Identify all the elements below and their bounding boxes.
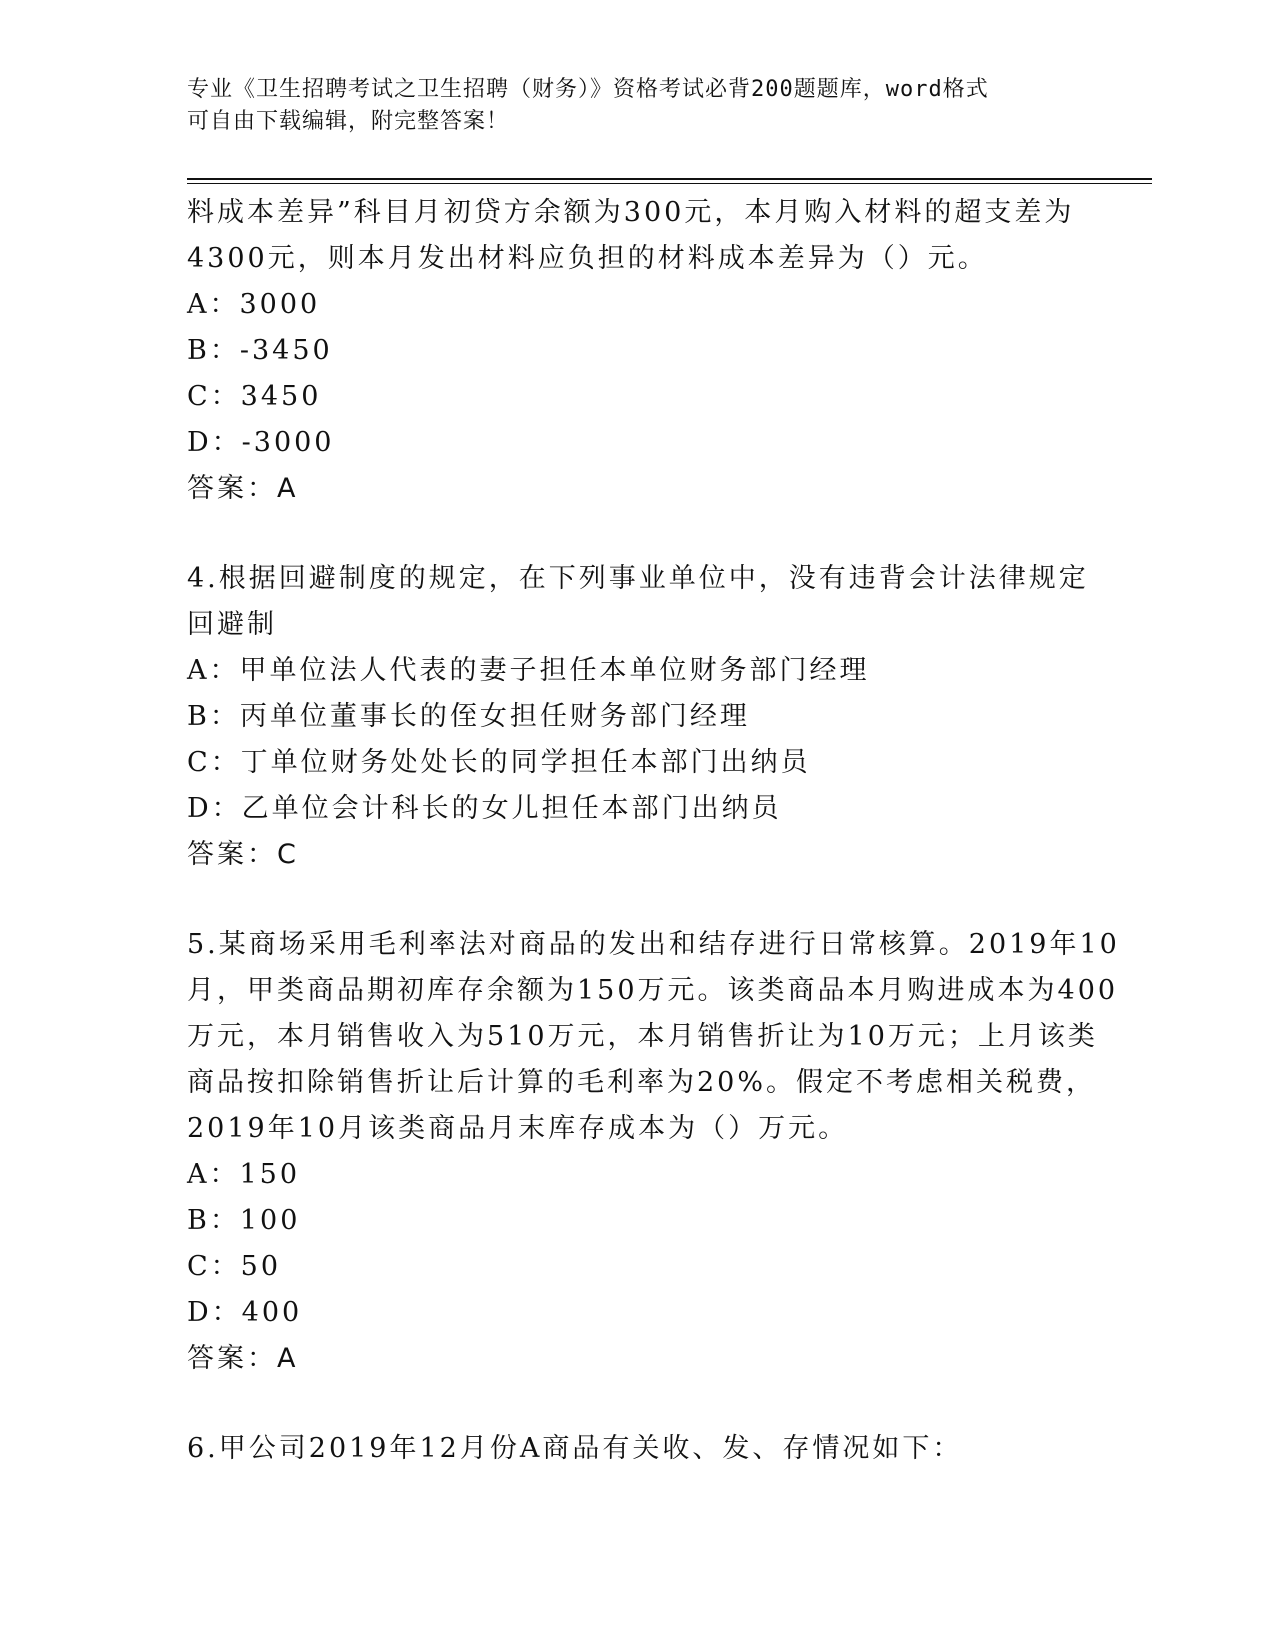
question-stem-line: 料成本差异”科目月初贷方余额为300元，本月购入材料的超支差为 <box>187 197 1075 228</box>
question-6 <box>187 1426 1087 1472</box>
question-stem-line: 6.甲公司2019年12月份A商品有关收、发、存情况如下： <box>187 1433 963 1464</box>
header-line-2: 可自由下载编辑，附完整答案！ <box>187 109 510 134</box>
question-4 <box>187 556 1087 878</box>
question-content <box>187 190 1120 1472</box>
question-3 <box>187 190 1087 512</box>
option-d: D：乙单位会计科长的女儿担任本部门出纳员 <box>187 793 782 824</box>
answer-label: 答案：A <box>187 473 299 504</box>
option-a: A：3000 <box>187 289 321 320</box>
document-header <box>187 74 1067 138</box>
answer-label: 答案：C <box>187 839 299 870</box>
spacer <box>187 1382 1087 1426</box>
option-d: D：-3000 <box>187 427 335 458</box>
header-line-1: 专业《卫生招聘考试之卫生招聘（财务）》资格考试必背200题题库，word格式 <box>187 77 989 102</box>
header-rule-thick <box>187 178 1152 180</box>
header-rule-thin <box>187 183 1152 184</box>
question-stem-line: 万元，本月销售收入为510万元，本月销售折让为10万元；上月该类 <box>187 1021 1098 1052</box>
question-stem-line: 月，甲类商品期初库存余额为150万元。该类商品本月购进成本为400 <box>187 975 1119 1006</box>
spacer <box>187 512 1087 556</box>
option-b: B：-3450 <box>187 335 333 366</box>
question-stem-line: 5.某商场采用毛利率法对商品的发出和结存进行日常核算。2019年10 <box>187 929 1120 960</box>
question-stem-line: 4.根据回避制度的规定，在下列事业单位中，没有违背会计法律规定 <box>187 563 1089 594</box>
option-d: D：400 <box>187 1297 303 1328</box>
option-a: A：150 <box>187 1159 301 1190</box>
option-c: C：50 <box>187 1251 282 1282</box>
question-stem-line: 2019年10月该类商品月末库存成本为（）万元。 <box>187 1113 849 1144</box>
question-stem-line: 4300元，则本月发出材料应负担的材料成本差异为（）元。 <box>187 243 988 274</box>
question-stem-line: 商品按扣除销售折让后计算的毛利率为20%。假定不考虑相关税费， <box>187 1067 1097 1098</box>
option-a: A：甲单位法人代表的妻子担任本单位财务部门经理 <box>187 655 870 686</box>
option-b: B：100 <box>187 1205 301 1236</box>
option-b: B：丙单位董事长的侄女担任财务部门经理 <box>187 701 750 732</box>
spacer <box>187 878 1087 922</box>
option-c: C：3450 <box>187 381 322 412</box>
answer-label: 答案：A <box>187 1343 299 1374</box>
question-5 <box>187 922 1120 1382</box>
option-c: C：丁单位财务处处长的同学担任本部门出纳员 <box>187 747 811 778</box>
question-stem-line: 回避制 <box>187 609 277 640</box>
